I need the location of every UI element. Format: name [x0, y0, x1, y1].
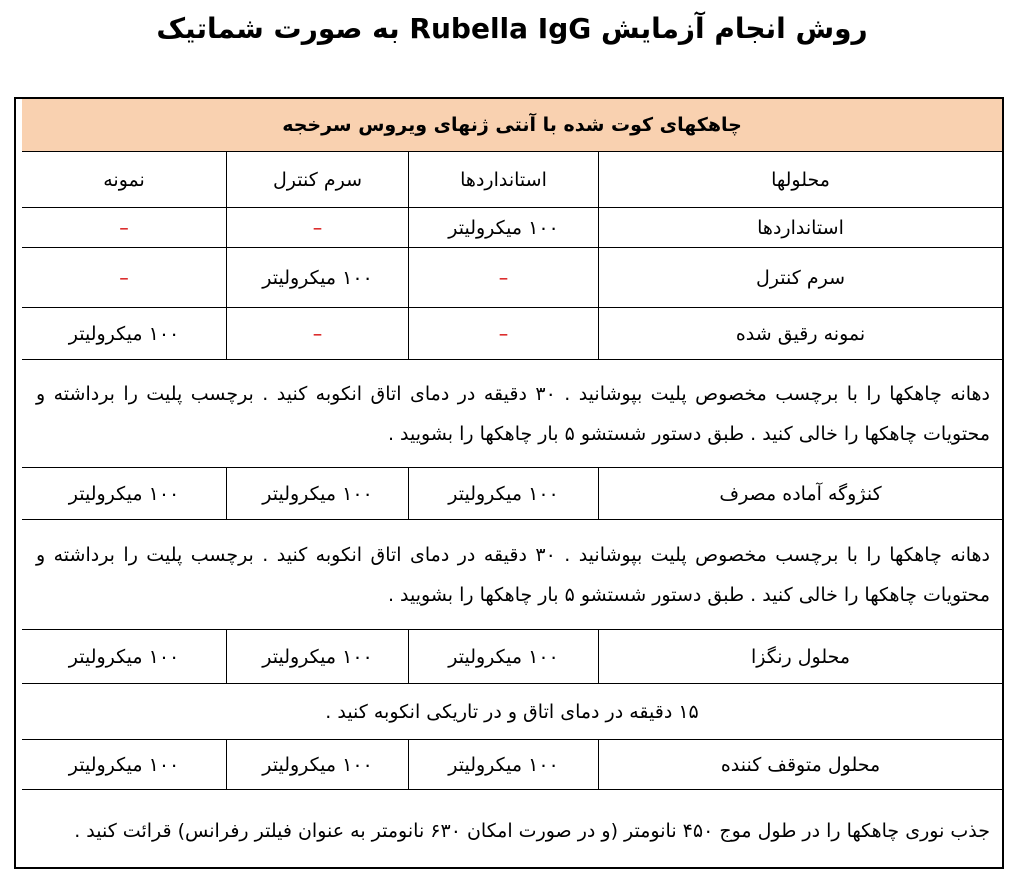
row-label-stop-solution: محلول متوقف کننده: [598, 740, 1002, 790]
cell-control-standards: –: [408, 248, 598, 308]
cell-standards-sample: –: [22, 208, 226, 248]
page-title: روش انجام آزمایش Rubella IgG به صورت شماتیک: [156, 12, 868, 45]
cell-chromogen-standards: ۱۰۰ میکرولیتر: [408, 630, 598, 684]
cell-stop-sample: ۱۰۰ میکرولیتر: [22, 740, 226, 790]
absorbance-reading-step: جذب نوری چاهکها را در طول موج ۴۵۰ نانومتر (و در صورت امکان ۶۳۰ نانومتر به عنوان فیلتر رفرانس) قرائت کنید .: [74, 819, 990, 842]
cell-control-control: ۱۰۰ میکرولیتر: [226, 248, 408, 308]
cell-conjugate-standards: ۱۰۰ میکرولیتر: [408, 468, 598, 520]
cell-chromogen-control: ۱۰۰ میکرولیتر: [226, 630, 408, 684]
row-label-diluted-sample: نمونه رقیق شده: [598, 308, 1002, 360]
cell-chromogen-sample: ۱۰۰ میکرولیتر: [22, 630, 226, 684]
column-header-sample: نمونه: [22, 152, 226, 208]
cell-conjugate-control: ۱۰۰ میکرولیتر: [226, 468, 408, 520]
column-header-control-serum: سرم کنترل: [226, 152, 408, 208]
cell-standards-standards: ۱۰۰ میکرولیتر: [408, 208, 598, 248]
cell-standards-control: –: [226, 208, 408, 248]
incubation-step-1: دهانه چاهکها را با برچسب مخصوص پلیت بپوشانید . ۳۰ دقیقه در دمای اتاق انکوبه کنید . برچسب پلیت را برداشته و محتویات چاهکها را خالی کنید . طبق دستور شستشو ۵ بار چاهکها را بشویید .: [22, 360, 1002, 468]
cell-sample-standards: –: [408, 308, 598, 360]
cell-sample-sample: ۱۰۰ میکرولیتر: [22, 308, 226, 360]
cell-control-sample: –: [22, 248, 226, 308]
cell-conjugate-sample: ۱۰۰ میکرولیتر: [22, 468, 226, 520]
column-header-standards: استانداردها: [408, 152, 598, 208]
incubation-step-2: دهانه چاهکها را با برچسب مخصوص پلیت بپوشانید . ۳۰ دقیقه در دمای اتاق انکوبه کنید . برچسب پلیت را برداشته و محتویات چاهکها را خالی کنید . طبق دستور شستشو ۵ بار چاهکها را بشویید .: [22, 520, 1002, 630]
row-label-conjugate: کنژوگه آماده مصرف: [598, 468, 1002, 520]
cell-stop-control: ۱۰۰ میکرولیتر: [226, 740, 408, 790]
procedure-table: [14, 97, 1004, 869]
row-label-chromogen: محلول رنگزا: [598, 630, 1002, 684]
column-header-solutions: محلولها: [598, 152, 1002, 208]
cell-sample-control: –: [226, 308, 408, 360]
row-label-standards: استانداردها: [598, 208, 1002, 248]
row-label-control-serum: سرم کنترل: [598, 248, 1002, 308]
cell-stop-standards: ۱۰۰ میکرولیتر: [408, 740, 598, 790]
dark-incubation-step: ۱۵ دقیقه در دمای اتاق و در تاریکی انکوبه کنید .: [22, 684, 1002, 740]
table-header: چاهکهای کوت شده با آنتی ژنهای ویروس سرخجه: [22, 99, 1002, 152]
